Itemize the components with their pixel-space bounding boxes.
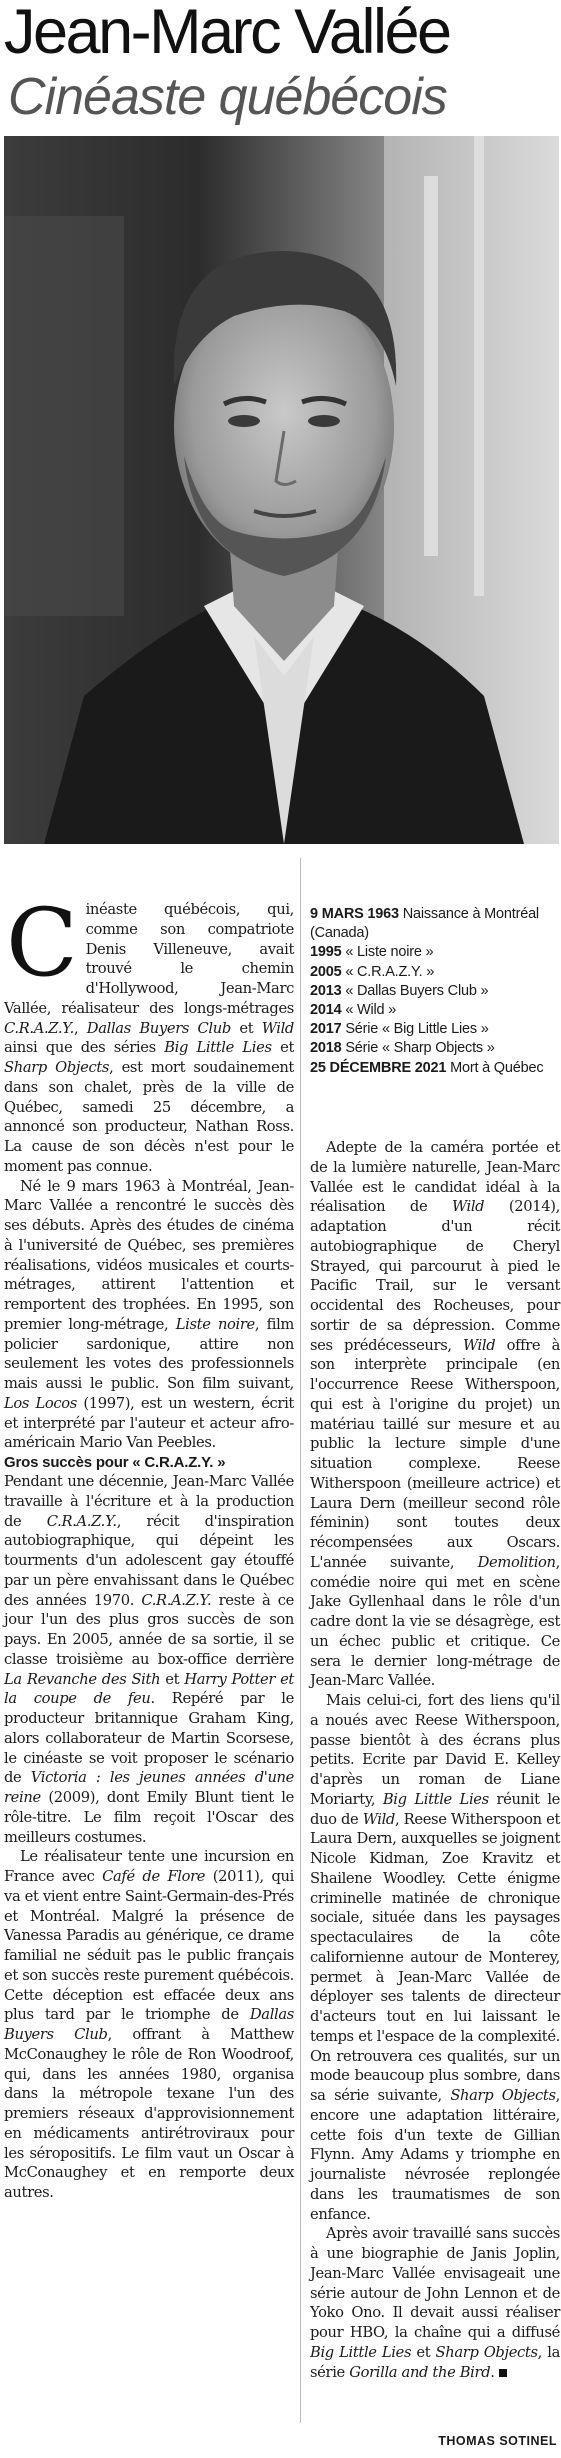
timeline-text: « C.R.A.Z.Y. »: [345, 963, 435, 980]
article-title: Jean-Marc Vallée: [4, 0, 450, 67]
article-paragraph: Cinéaste québécois, qui, comme son compatriote Denis Villeneuve, avait trouvé le chemin d'Hollywood, Jean-Marc Vallée, réalisateur des longs-métrages C.R.A.Z.Y., Dallas Buyers Club et Wild ainsi que des séries Big Little Lies et Sharp Objects, est mort soudainement dans son chalet, près de la ville de Québec, samedi 25 décembre, a annoncé son producteur, Nathan Ross. La cause de son décès n'est pour le moment pas connue.: [4, 889, 294, 1175]
timeline-text: « Wild »: [345, 1002, 397, 1019]
article-paragraph: Adepte de la caméra portée et de la lumière naturelle, Jean-Marc Vallée est le candidat idéal à la réalisation de Wild (2014), adaptation d'un récit autobiographique de Cheryl Strayed, qui parcourut à pied le Pacific Trail, sur le versant occidental des Rocheuses, pour sortir de sa dépression. Comme ses prédécesseurs, Wild offre à son interprète principale (en l'occurrence Reese Witherspoon, qui est à l'origine du projet) un matériau taillé sur mesure et au public la lecture simple d'une situation complexe. Reese Witherspoon (meilleure actrice) et Laura Dern (meilleur second rôle féminin) sont toutes deux récompensées aux Oscars. L'année suivante, Demolition, comédie noire qui met en scène Jake Gyllenhaal dans le rôle d'un cadre dont la vie se désagrège, est un échec public et critique. Ce sera le dernier long-métrage de Jean-Marc Vallée.: [310, 1139, 560, 1690]
portrait-illustration: [4, 136, 559, 844]
timeline-entry: [310, 982, 560, 1001]
timeline-date: 2017: [310, 1021, 342, 1038]
timeline-date: 9 MARS 1963: [310, 906, 399, 922]
article-paragraph: Mais celui-ci, fort des liens qu'il a noués avec Reese Witherspoon, passe bientôt à des écrans plus petits. Ecrite par David E. Kelley d'après un roman de Liane Moriarty, Big Little Lies réunit le duo de Wild, Reese Witherspoon et Laura Dern, auxquelles se joignent Nicole Kidman, Zoe Kravitz et Shailene Woodley. Cette énigme criminelle matinée de chronique sociale, située dans les paysages spectaculaires de la côte californienne autour de Monterey, permet à Jean-Marc Vallée de déployer ses talents de directeur d'acteurs tout en lui laissant le temps et l'espace de la complexité. On retrouvera ces qualités, sur un mode beaucoup plus sombre, dans sa série suivante, Sharp Objects, encore une adaptation littéraire, cette fois d'un texte de Gillian Flynn. Amy Adams y triomphe en journaliste névrosée replongée dans les traumatismes de son enfance.: [310, 1692, 561, 2223]
timeline-text: Série « Sharp Objects »: [345, 1040, 495, 1057]
timeline-entry: [310, 943, 560, 962]
timeline-date: 2005: [310, 963, 342, 980]
article-paragraph: Pendant une décennie, Jean-Marc Vallée travaille à l'écriture et à la production de C.R.A.Z.Y., récit d'inspiration autobiographique, qui dépeint les tourments d'un adolescent gay étouffé par un père envahissant dans le Québec des années 1970. C.R.A.Z.Y. reste à ce jour l'un des plus gros succès de son pays. En 2005, année de sa sortie, il se classe troisième au box-office derrière La Revanche des Sith et Harry Potter et la coupe de feu. Repéré par le producteur britannique Graham King, alors collaborateur de Martin Scorsese, le cinéaste se voit proposer le scénario de Victoria : les jeunes années d'une reine (2009), dont Emily Blunt tient le rôle-titre. Le film reçoit l'Oscar des meilleurs costumes.: [4, 1473, 295, 1846]
article-paragraph: Après avoir travaillé sans succès à une biographie de Janis Joplin, Jean-Marc Vallée envisageait une série autour de John Lennon et de Yoko Ono. Il devait aussi réaliser pour HBO, la chaîne qui a diffusé Big Little Lies et Sharp Objects, la série Gorilla and the Bird.: [310, 2225, 560, 2381]
article-subtitle: Cinéaste québécois: [8, 68, 447, 126]
timeline-entry: [310, 1001, 560, 1020]
biography-timeline: [310, 905, 560, 1078]
portrait-photo: [4, 136, 559, 844]
timeline-date: 1995: [310, 944, 342, 961]
timeline-text: « Dallas Buyers Club »: [345, 982, 489, 999]
timeline-text: Mort à Québec: [450, 1059, 544, 1076]
timeline-entry: [310, 1059, 560, 1078]
timeline-text: Série « Big Little Lies »: [345, 1021, 489, 1038]
timeline-date: 2013: [310, 982, 342, 999]
article-subheading: Gros succès pour « C.R.A.Z.Y. »: [4, 1454, 226, 1471]
timeline-date: 2018: [310, 1040, 342, 1057]
timeline-entry: [310, 1020, 560, 1039]
column-divider: [300, 858, 301, 2423]
article-column-right: [310, 1138, 560, 2382]
timeline-date: 25 DÉCEMBRE 2021: [310, 1059, 447, 1076]
timeline-text: « Liste noire »: [345, 944, 434, 961]
timeline-entry: [310, 905, 560, 943]
timeline-entry: [310, 963, 560, 982]
article-paragraph: Né le 9 mars 1963 à Montréal, Jean-Marc Vallée a rencontré le succès dès ses débuts. Après des études de cinéma à l'université de Québec, ses premières réalisations, vidéos musicales et courts-métrages, attirent l'attention et remportent des trophées. En 1995, son premier long-métrage, Liste noire, film policier sardonique, attire non seulement les votes des professionnels mais aussi le public. Son film suivant, Los Locos (1997), est un western, écrit et interprété par l'auteur et acteur afro-américain Mario Van Peebles.: [4, 1177, 294, 1452]
article-paragraph: Le réalisateur tente une incursion en France avec Café de Flore (2011), qui va et vient entre Saint-Germain-des-Prés et Montréal. Malgré la présence de Vanessa Paradis au générique, ce drame familial ne séduit pas le public français et son succès reste purement québécois. Cette déception est effacée deux ans plus tard par le triomphe de Dallas Buyers Club, offrant à Matthew McConaughey le rôle de Ron Woodroof, qui, dans les années 1980, organisa dans la métropole texane l'un des premiers réseaux d'approvisionnement en médicaments antirétroviraux pour les séropositifs. Le film vaut un Oscar à McConaughey et en remporte deux autres.: [4, 1848, 294, 2201]
drop-cap: C: [6, 889, 78, 998]
timeline-text: Naissance à Montréal (Canada): [310, 906, 539, 942]
end-of-article-mark: [499, 2369, 507, 2377]
author-signature: THOMAS SOTINEL: [438, 2434, 557, 2448]
timeline-entry: [310, 1039, 560, 1058]
article-column-left: [4, 889, 295, 2203]
timeline-date: 2014: [310, 1002, 342, 1019]
